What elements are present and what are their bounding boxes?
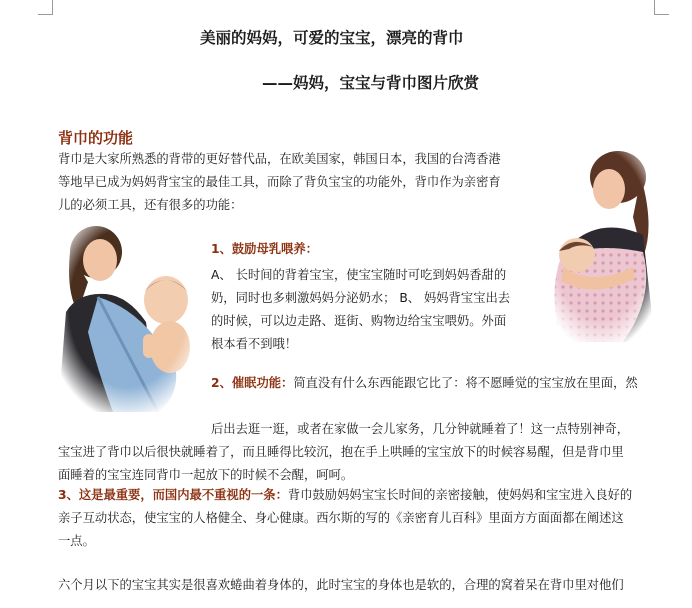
item3-block — [58, 484, 632, 553]
item2-line: 宝宝进了背巾以后很快就睡着了，而且睡得比较沉，抱在手上哄睡的宝宝放下的时候容易醒，但是背巾里 — [58, 445, 624, 459]
item3-line: 亲子互动状态，使宝宝的人格健全、身心健康。西尔斯的写的《亲密育儿百科》里面方方面面都在阐述这 — [58, 511, 624, 525]
item1-line: 奶，同时也多刺激妈妈分泌奶水； B、 妈妈背宝宝出去 — [211, 291, 511, 305]
intro-line: 儿的必须工具，还有很多的功能： — [58, 198, 243, 212]
section-heading: 背巾的功能 — [58, 129, 134, 147]
item1-block — [211, 238, 510, 356]
item2-text: 简直没有什么东西能跟它比了：将不愿睡觉的宝宝放在里面，然 — [293, 376, 638, 390]
item1-line: 的时候，可以边走路、逛街、购物边给宝宝喂奶。外面 — [211, 314, 507, 328]
item3-text: 背巾鼓励妈妈宝宝长时间的亲密接触，使妈妈和宝宝进入良好的 — [287, 488, 633, 502]
item3-line: 一点。 — [58, 534, 95, 548]
intro-line: 背巾是大家所熟悉的背带的更好替代品，在欧美国家，韩国日本，我国的台湾香港 — [58, 152, 501, 166]
paragraph-4: 六个月以下的宝宝其实是很喜欢蜷曲着身体的，此时宝宝的身体也是软的，合理的窝着呆在背巾里对他们 — [58, 578, 624, 592]
item2-line: 后出去逛一逛，或者在家做一会儿家务，几分钟就睡着了！这一点特别神奇， — [211, 422, 630, 436]
intro-line: 等地早已成为妈妈背宝宝的最佳工具，而除了背负宝宝的功能外，背巾作为亲密育 — [58, 175, 501, 189]
item2-heading: 2、催眠功能： — [211, 376, 294, 390]
page-corner-mark-right — [654, 0, 669, 15]
mother-nursing-sling-photo — [543, 147, 658, 342]
item2-block — [58, 418, 629, 487]
page-subtitle: ——妈妈，宝宝与背巾图片欣赏 — [262, 74, 480, 92]
intro-paragraph — [58, 148, 501, 217]
page-title: 美丽的妈妈，可爱的宝宝，漂亮的背巾 — [200, 29, 464, 47]
item1-line: 根本看不到哦！ — [211, 337, 298, 351]
mother-baby-sling-photo — [58, 222, 198, 412]
item3-heading: 3、这是最重要，而国内最不重视的一条： — [58, 488, 288, 502]
item3-first-line — [58, 484, 632, 507]
item2-line: 面睡着的宝宝连同背巾一起放下的时候不会醒，呵呵。 — [58, 468, 354, 482]
page-corner-mark-left — [38, 0, 53, 15]
item1-line: A、 长时间的背着宝宝，使宝宝随时可吃到妈妈香甜的 — [211, 268, 507, 282]
item2-first-line — [211, 372, 638, 395]
item1-heading: 1、鼓励母乳喂养： — [211, 242, 318, 256]
